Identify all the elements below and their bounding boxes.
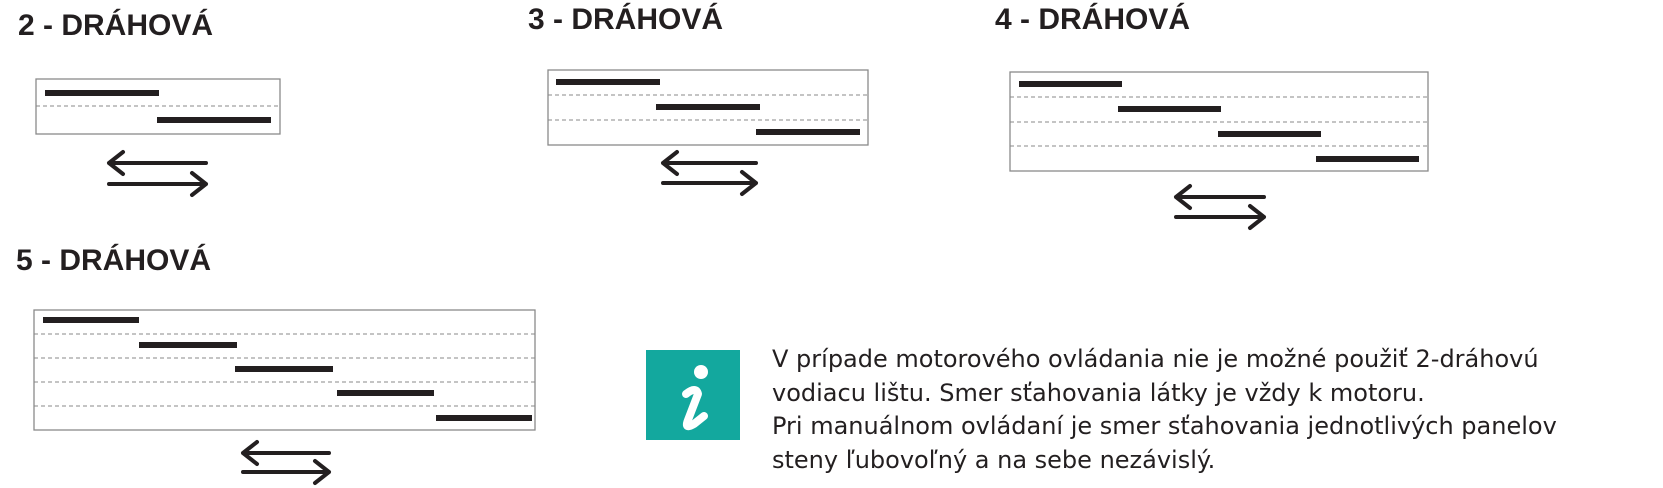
bidirectional-arrows-icon bbox=[663, 152, 756, 194]
info-icon-glyph bbox=[646, 350, 740, 440]
info-line-3: Pri manuálnom ovládaní je smer sťahovania jednotlivých panelov bbox=[772, 412, 1557, 440]
title-5-track: 5 - DRÁHOVÁ bbox=[16, 244, 212, 277]
panel-2 bbox=[1118, 106, 1221, 112]
info-line-1: V prípade motorového ovládania nie je možné použiť 2-dráhovú bbox=[772, 345, 1539, 373]
title-3-track: 3 - DRÁHOVÁ bbox=[528, 3, 724, 36]
title-4-track: 4 - DRÁHOVÁ bbox=[995, 3, 1191, 36]
panel-5 bbox=[436, 415, 532, 421]
info-line-4: steny ľubovoľný a na sebe nezávislý. bbox=[772, 445, 1216, 474]
panel-2 bbox=[157, 117, 271, 123]
panel-1 bbox=[556, 79, 660, 85]
title-2-track: 2 - DRÁHOVÁ bbox=[18, 9, 214, 42]
bidirectional-arrows-icon bbox=[109, 152, 206, 195]
panel-1 bbox=[45, 90, 159, 96]
panel-4 bbox=[337, 390, 434, 396]
panel-3 bbox=[1218, 131, 1321, 137]
diagram-4-track bbox=[1010, 72, 1428, 228]
panel-2 bbox=[656, 104, 760, 110]
diagram-2-track bbox=[36, 79, 280, 195]
diagram-5-track bbox=[34, 310, 535, 483]
info-line-2: vodiacu lištu. Smer sťahovania látky je vždy k motoru. bbox=[772, 378, 1425, 407]
panel-1 bbox=[1019, 81, 1122, 87]
diagram-3-track bbox=[548, 70, 868, 194]
panel-2 bbox=[139, 342, 237, 348]
panel-1 bbox=[43, 317, 139, 323]
panel-3 bbox=[235, 366, 333, 372]
panel-3 bbox=[756, 129, 860, 135]
info-icon bbox=[646, 350, 740, 440]
info-text bbox=[772, 343, 1652, 477]
bidirectional-arrows-icon bbox=[1176, 186, 1264, 228]
bidirectional-arrows-icon bbox=[243, 442, 329, 483]
panel-4 bbox=[1316, 156, 1419, 162]
